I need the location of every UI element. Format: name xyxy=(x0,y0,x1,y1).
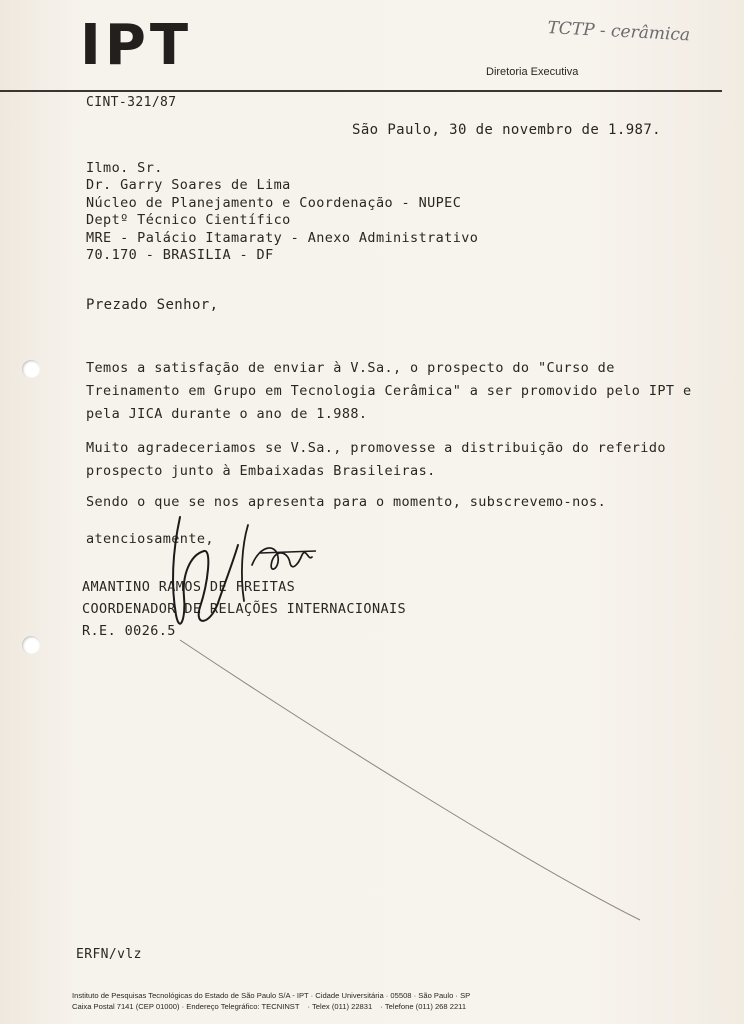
recipient-line: Dr. Garry Soares de Lima xyxy=(86,177,291,194)
reference-number: CINT-321/87 xyxy=(86,95,177,110)
recipient-block xyxy=(86,160,478,264)
recipient-line: MRE - Palácio Itamaraty - Anexo Administrativo xyxy=(86,229,479,246)
body-paragraph: Temos a satisfação de enviar à V.Sa., o prospecto do "Curso de Treinamento em Grupo em Tecnologia Cerâmica" a ser promovido pelo IPT e pela JICA durante o ano de 1.988. xyxy=(86,360,692,422)
signer-registration: R.E. 0026.5 xyxy=(82,623,176,639)
handwritten-signature xyxy=(160,505,330,655)
footer-phone: · Telefone (011) 268 2211 xyxy=(380,1001,467,1011)
ipt-logo: IPT xyxy=(80,13,193,78)
punch-hole xyxy=(22,636,40,654)
typist-initials: ERFN/vlz xyxy=(76,947,142,962)
salutation: Prezado Senhor, xyxy=(86,297,219,313)
recipient-line: Núcleo de Planejamento e Coordenação - NUPEC xyxy=(86,194,462,211)
footer-line-institution: Instituto de Pesquisas Tecnológicas do Estado de São Paulo S/A - IPT · Cidade Universitária · 05508 · São Paulo · SP xyxy=(72,991,471,1000)
signer-name: AMANTINO RAMOS DE FREITAS xyxy=(82,579,296,595)
signer-title: COORDENADOR DE RELAÇÕES INTERNACIONAIS xyxy=(82,601,407,617)
footer-line-contact xyxy=(72,1002,732,1013)
footer-address: Caixa Postal 7141 (CEP 01000) · Endereço Telegráfico: TECNINST xyxy=(72,1001,300,1011)
footer-telex: · Telex (011) 22831 xyxy=(307,1001,373,1011)
recipient-line: Ilmo. Sr. xyxy=(86,160,163,176)
recipient-line: 70.170 - BRASILIA - DF xyxy=(86,247,274,264)
closing: atenciosamente, xyxy=(86,531,214,547)
date-line: São Paulo, 30 de novembro de 1.987. xyxy=(352,122,662,138)
body-paragraph: Sendo o que se nos apresenta para o momento, subscrevemo-nos. xyxy=(86,494,607,510)
letter-footer xyxy=(72,991,732,1012)
recipient-line: Deptº Técnico Científico xyxy=(86,212,291,229)
punch-hole xyxy=(22,360,40,378)
handwritten-note: TCTP - cerâmica xyxy=(546,18,691,46)
letterhead-rule xyxy=(0,90,722,92)
body-paragraph: Muito agradeceriamos se V.Sa., promovesse a distribuição do referido prospecto junto à Embaixadas Brasileiras. xyxy=(86,440,666,479)
department-label: Diretoria Executiva xyxy=(486,66,579,78)
